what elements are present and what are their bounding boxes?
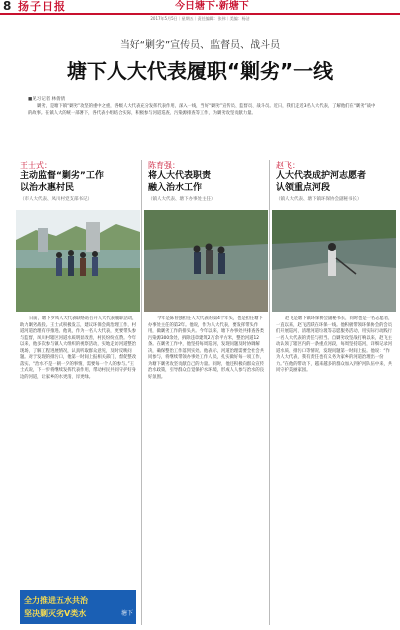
masthead-divider [0, 13, 400, 15]
column-3-header [276, 160, 396, 203]
column-2-title-line2: 融入治水工作 [148, 182, 203, 193]
column-3-note: （镇人大代表、塘下镇环保协会副秘书长） [276, 197, 362, 202]
banner-line-1: 全力推进五水共治 [24, 596, 88, 605]
column-3-body: 赵飞是塘下镇环保协会副秘书长，同时也是一名志愿者，一直以来，赵飞活跃在环保一线。他积极带领环保协会的会员们开展巡河、清理河道垃圾等志愿服务活动，用实际行动践行一名人大代表的责任与担当。自剿劣攻坚战打响以来，赵飞主动认领了辖区内的一条重点河段，每周坚持巡河，详细记录河道水质、排污口等情况，发现问题第一时间上报。他说：“作为人大代表，我有责任也有义务为家乡的河道治理出一份力。”在他的带动下，越来越多的群众加入到护河队伍中来，共同守护美丽家园。 [276, 316, 393, 373]
column-2-header [148, 160, 268, 203]
column-2-note: （镇人大代表、塘下办事处主任） [148, 197, 216, 202]
column-divider [269, 160, 270, 625]
article-headline: 塘下人大代表履职“剿劣”一线 [66, 59, 334, 83]
column-1-title-line2: 以治水惠村民 [20, 182, 75, 193]
column-1-title-line1: 主动监督“剿劣”工作 [20, 171, 104, 181]
public-service-banner [20, 590, 136, 624]
section-title: 今日塘下·新塘下 [175, 1, 249, 12]
column-3-photo [272, 210, 396, 312]
masthead-info-line: 2017年5月5日｜星期五｜责任编辑：张伟｜美编：杨洁 [150, 16, 250, 21]
column-1-note: （市人大代表、凤川村党支部书记） [20, 197, 92, 202]
newspaper-logo: 扬子日报 [18, 0, 66, 13]
column-3-title-line2: 认领重点河段 [276, 182, 331, 193]
masthead [0, 0, 400, 14]
column-1-photo [16, 210, 140, 312]
column-1-header [20, 160, 140, 203]
banner-tag: 塘下 [120, 610, 133, 617]
column-3-kicker: 赵飞： [276, 161, 300, 170]
article-lead: 剿劣，是塘下镇“剿劣”攻坚的重中之重，各级人大代表充分发挥代表作用，深入一线，当好“剿劣”宣传员、监督员、战斗员。近日，我们走近3名人大代表，了解他们在“剿劣”战中的故事。在镇人大的统一部署下，各代表小组结合实际，积极参与河道巡查、污染源排查等工作，为剿劣攻坚贡献力量。 [28, 104, 376, 116]
banner-line-2: 坚决剿灭劣V类水 [24, 609, 87, 618]
column-2-photo [144, 210, 268, 312]
reporter-byline: ■见习记者 林倩倩 [28, 97, 66, 102]
page-number: 8 [3, 0, 12, 13]
column-3-title-line1: 人大代表成护河志愿者 [276, 171, 367, 181]
column-2-title-line1: 将人大代表职责 [148, 171, 212, 181]
column-1-body: 日前，塘下罗凤人大代表联络站召开人大代表履职活动，助力剿劣战役。王士式积极发言，建议环保会商治理工作，村道河道治理有序推进。他说，作为一名人大代表，更要带头参与监督，凤川村辖区河道水质明显改善，村民纷纷点赞。今年以来，他多次参与镇人大组织的视察活动，实地走访河道整治现场，了解工程进展情况，认真听取群众意见，及时反映问题。对于发现的排污口，他第一时间上报相关部门，督促整改落实。“治水不是一朝一夕的事情，需要每一个人的参与。”王士式说，下一步将继续发挥代表作用，带动村民共同守护好身边的河道，让家乡的水更清、岸更绿。 [20, 316, 137, 380]
column-2-kicker: 陈育强： [148, 161, 180, 170]
column-1-kicker: 王士式： [20, 161, 52, 170]
column-divider [141, 160, 142, 625]
article-subheadline: 当好“剿劣”宣传员、监督员、战斗员 [119, 40, 281, 51]
column-2-body: 今年是陈育强担任人大代表的第4个年头，也是担任塘下办事处主任的第2年。他说，作为人大代表，要发挥带头作用，做剿劣工作的排头兵。今年以来，塘下办事处共排查各类污染源300余处，拆除违章建筑2万余平方米，整治河道12条。在剿劣工作中，他坚持每周巡河，发现问题及时协调解决，确保整治工作落到实处。他表示，河道治理需要全社会共同参与，将继续带领办事处工作人员，扎实做好每一项工作，为塘下剿劣攻坚贡献自己的力量。同时，他还积极向群众宣传治水政策，引导群众自觉保护水环境，形成人人参与治水的良好氛围。 [148, 316, 265, 380]
